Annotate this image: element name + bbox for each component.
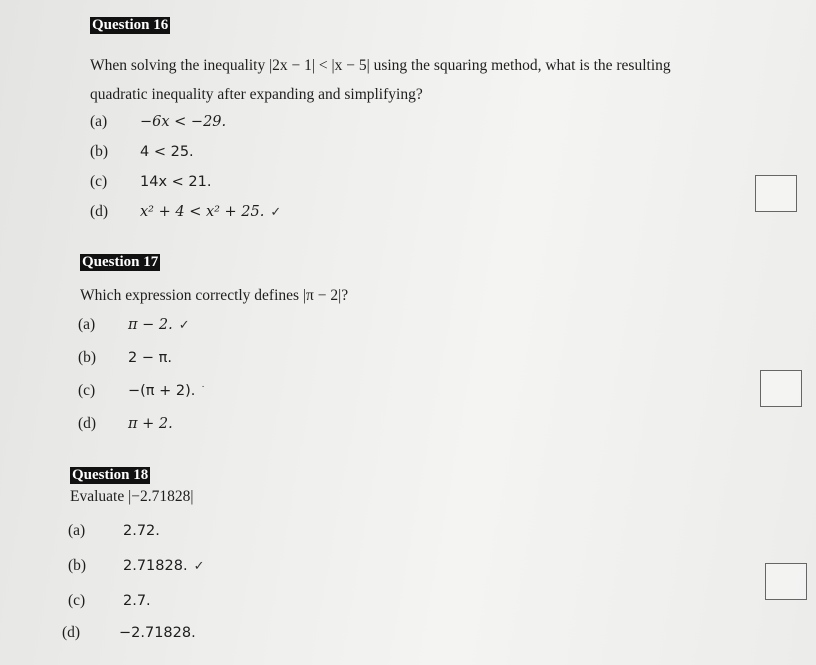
- option-label: (c): [68, 592, 86, 609]
- question-17-option-b[interactable]: [78, 348, 172, 368]
- question-18-stem: Evaluate |−2.71828|: [70, 488, 194, 505]
- option-text: 4 < 25.: [140, 144, 194, 160]
- option-text: 2.72.: [123, 523, 160, 539]
- question-17-option-a[interactable]: [78, 315, 190, 335]
- option-label: (d): [78, 415, 97, 432]
- option-text: π − 2.: [128, 317, 173, 333]
- question-18-option-b[interactable]: [68, 556, 204, 576]
- question-16-option-d[interactable]: [90, 202, 281, 222]
- option-text: −2.71828.: [119, 625, 196, 641]
- option-text: 2.7.: [123, 593, 151, 609]
- option-label: (b): [68, 557, 87, 574]
- option-label: (d): [90, 203, 109, 220]
- option-text: π + 2.: [128, 416, 173, 432]
- check-mark-icon: ✓: [270, 205, 282, 220]
- option-label: (c): [78, 382, 96, 399]
- stray-mark: ˙: [201, 385, 205, 396]
- question-18-option-c[interactable]: [68, 591, 151, 611]
- question-16-stem-line2: quadratic inequality after expanding and simplifying?: [90, 86, 423, 103]
- check-mark-icon: ✓: [193, 559, 205, 574]
- option-label: (c): [90, 173, 108, 190]
- option-label: (b): [78, 349, 97, 366]
- question-16-option-c[interactable]: [90, 172, 211, 192]
- question-16-answer-box[interactable]: [755, 175, 797, 212]
- question-17-title: Question 17: [82, 254, 159, 270]
- option-text: x² + 4 < x² + 25.: [140, 204, 265, 220]
- question-17-stem: Which expression correctly defines |π − 2|?: [80, 287, 349, 304]
- question-16-option-a[interactable]: [90, 112, 226, 132]
- question-18-title: Question 18: [72, 467, 149, 483]
- question-17-answer-box[interactable]: [760, 370, 802, 407]
- question-17-option-d[interactable]: [78, 414, 173, 434]
- option-label: (a): [68, 522, 86, 539]
- option-text: 14x < 21.: [140, 174, 212, 190]
- check-mark-icon: ✓: [178, 318, 190, 333]
- option-label: (a): [90, 113, 108, 130]
- question-17-option-c[interactable]: [78, 381, 205, 401]
- question-18-option-a[interactable]: [68, 521, 160, 541]
- option-label: (a): [78, 316, 96, 333]
- question-16-option-b[interactable]: [90, 142, 194, 162]
- question-16-stem-line1: When solving the inequality |2x − 1| < |x − 5| using the squaring method, what is the resulting: [90, 57, 671, 74]
- option-label: (b): [90, 143, 109, 160]
- option-text: −(π + 2).: [128, 383, 196, 399]
- option-label: (d): [62, 624, 81, 641]
- question-18-option-d[interactable]: [62, 623, 196, 643]
- option-text: −6x < −29.: [140, 114, 227, 130]
- question-16-title: Question 16: [92, 17, 169, 33]
- option-text: 2 − π.: [128, 350, 172, 366]
- option-text: 2.71828.: [123, 558, 188, 574]
- question-18-answer-box[interactable]: [765, 563, 807, 600]
